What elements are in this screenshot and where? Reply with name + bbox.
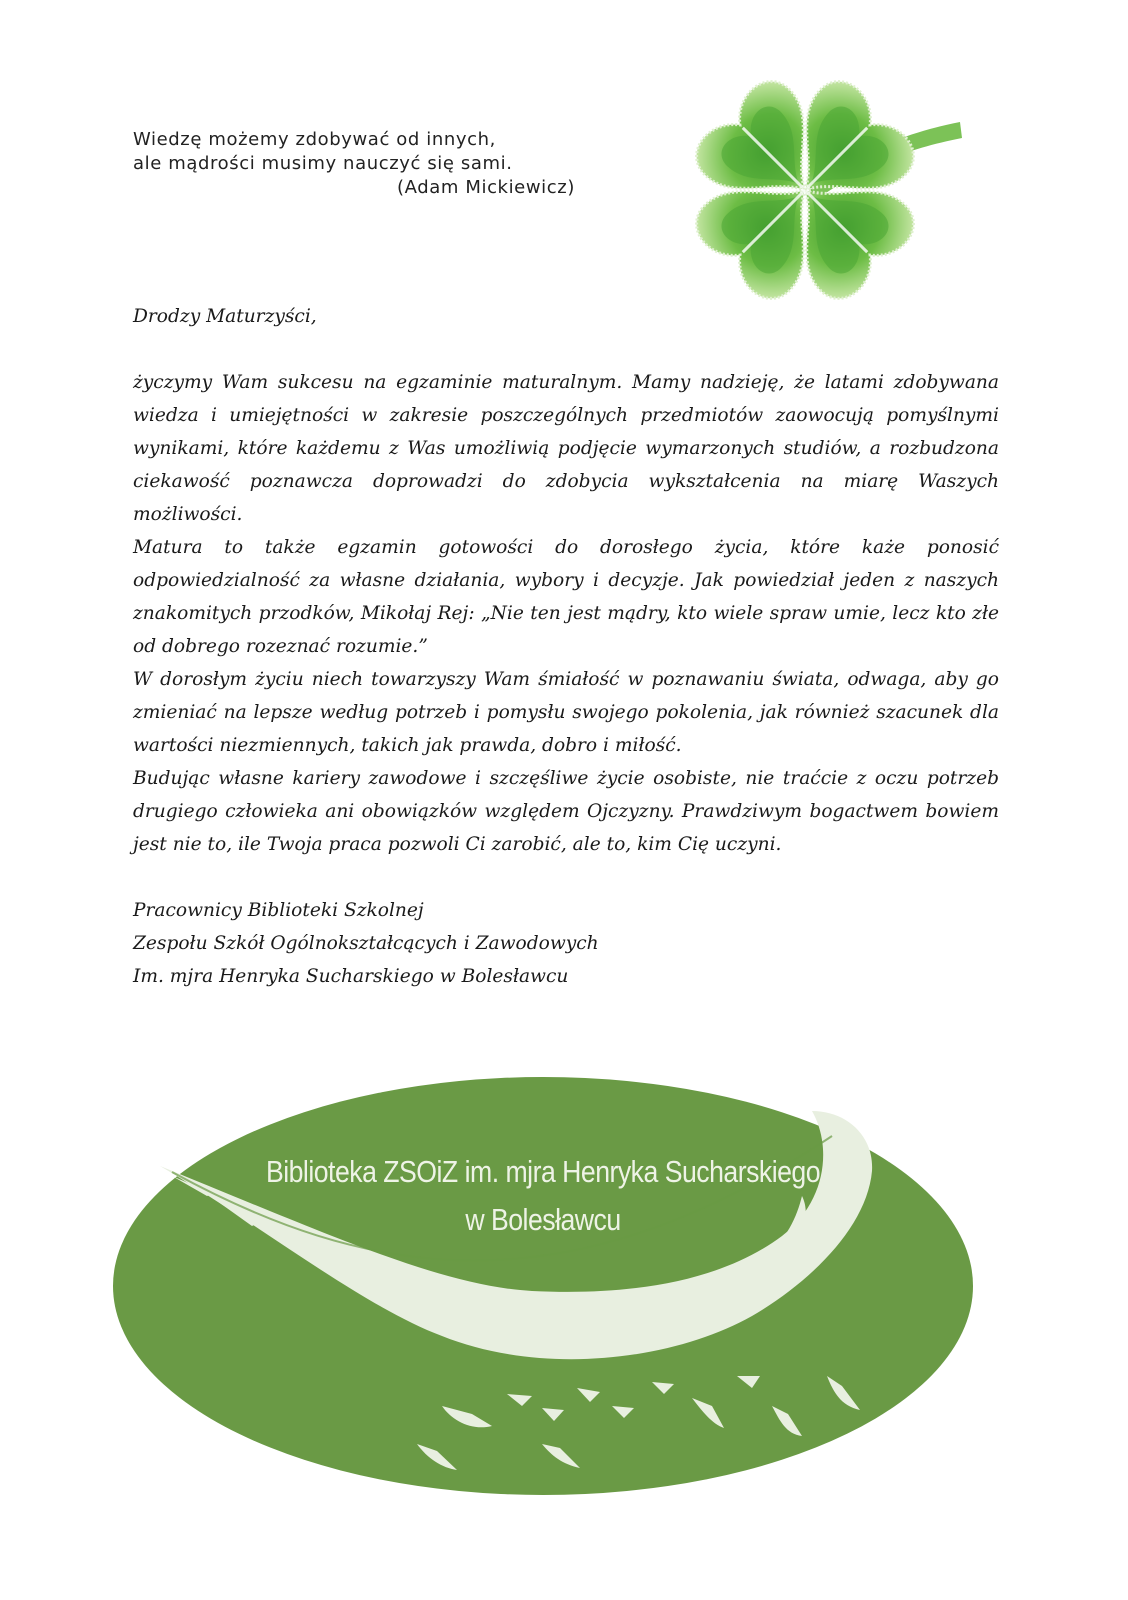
letter-body [133,300,999,993]
salutation: Drodzy Maturzyści, [133,306,317,327]
signature [133,894,999,993]
logo-title-line-1: Biblioteka ZSOiZ im. mjra Henryka Sucharskiego [265,1154,821,1189]
quote-author: (Adam Mickiewicz) [397,177,575,198]
paragraph: W dorosłym życiu niech towarzyszy Wam śmiałość w poznawaniu świata, odwaga, aby go zmieniać na lepsze według potrzeb i pomysłu swojego pokolenia, jak również szacunek dla wartości niezmiennych, takich jak prawda, dobro i miłość. [133,669,999,756]
signature-line-1: Pracownicy Biblioteki Szkolnej [133,900,424,921]
paragraph: życzymy Wam sukcesu na egzaminie maturalnym. Mamy nadzieję, że latami zdobywana wiedza i umiejętności w zakresie poszczególnych przedmiotów zaowocują pomyślnymi wynikami, które każdemu z Was umożliwią podjęcie wymarzonych studiów, a rozbudzona ciekawość poznawcza doprowadzi do zdobycia wykształcenia na miarę Waszych możliwości. [133,372,999,525]
logo-title [172,1148,913,1244]
paragraph: Budując własne kariery zawodowe i szczęśliwe życie osobiste, nie traćcie z oczu potrzeb drugiego człowieka ani obowiązków względem Ojczyzny. Prawdziwym bogactwem bowiem jest nie to, ile Twoja praca pozwoli Ci zarobić, ale to, kim Cię uczyni. [133,768,999,855]
quote-line-1: Wiedzę możemy zdobywać od innych, [133,129,496,150]
quote-line-2: ale mądrości musimy nauczyć się sami. [133,153,513,174]
paragraph: Matura to także egzamin gotowości do dorosłego życia, które każe ponosić odpowiedzialność za własne działania, wybory i decyzje. Jak powiedział jeden z naszych znakomitych przodków, Mikołaj Rej: „Nie ten jest mądry, kto wiele spraw umie, lecz kto złe od dobrego rozeznać rozumie.” [133,537,999,657]
epigraph-quote [133,128,613,200]
four-leaf-clover-icon [640,40,980,340]
signature-line-2: Zespołu Szkół Ogólnokształcących i Zawodowych [133,933,599,954]
logo-title-line-2: w Bolesławcu [465,1202,621,1237]
library-logo [112,1076,974,1496]
signature-line-3: Im. mjra Henryka Sucharskiego w Bolesławcu [133,966,569,987]
